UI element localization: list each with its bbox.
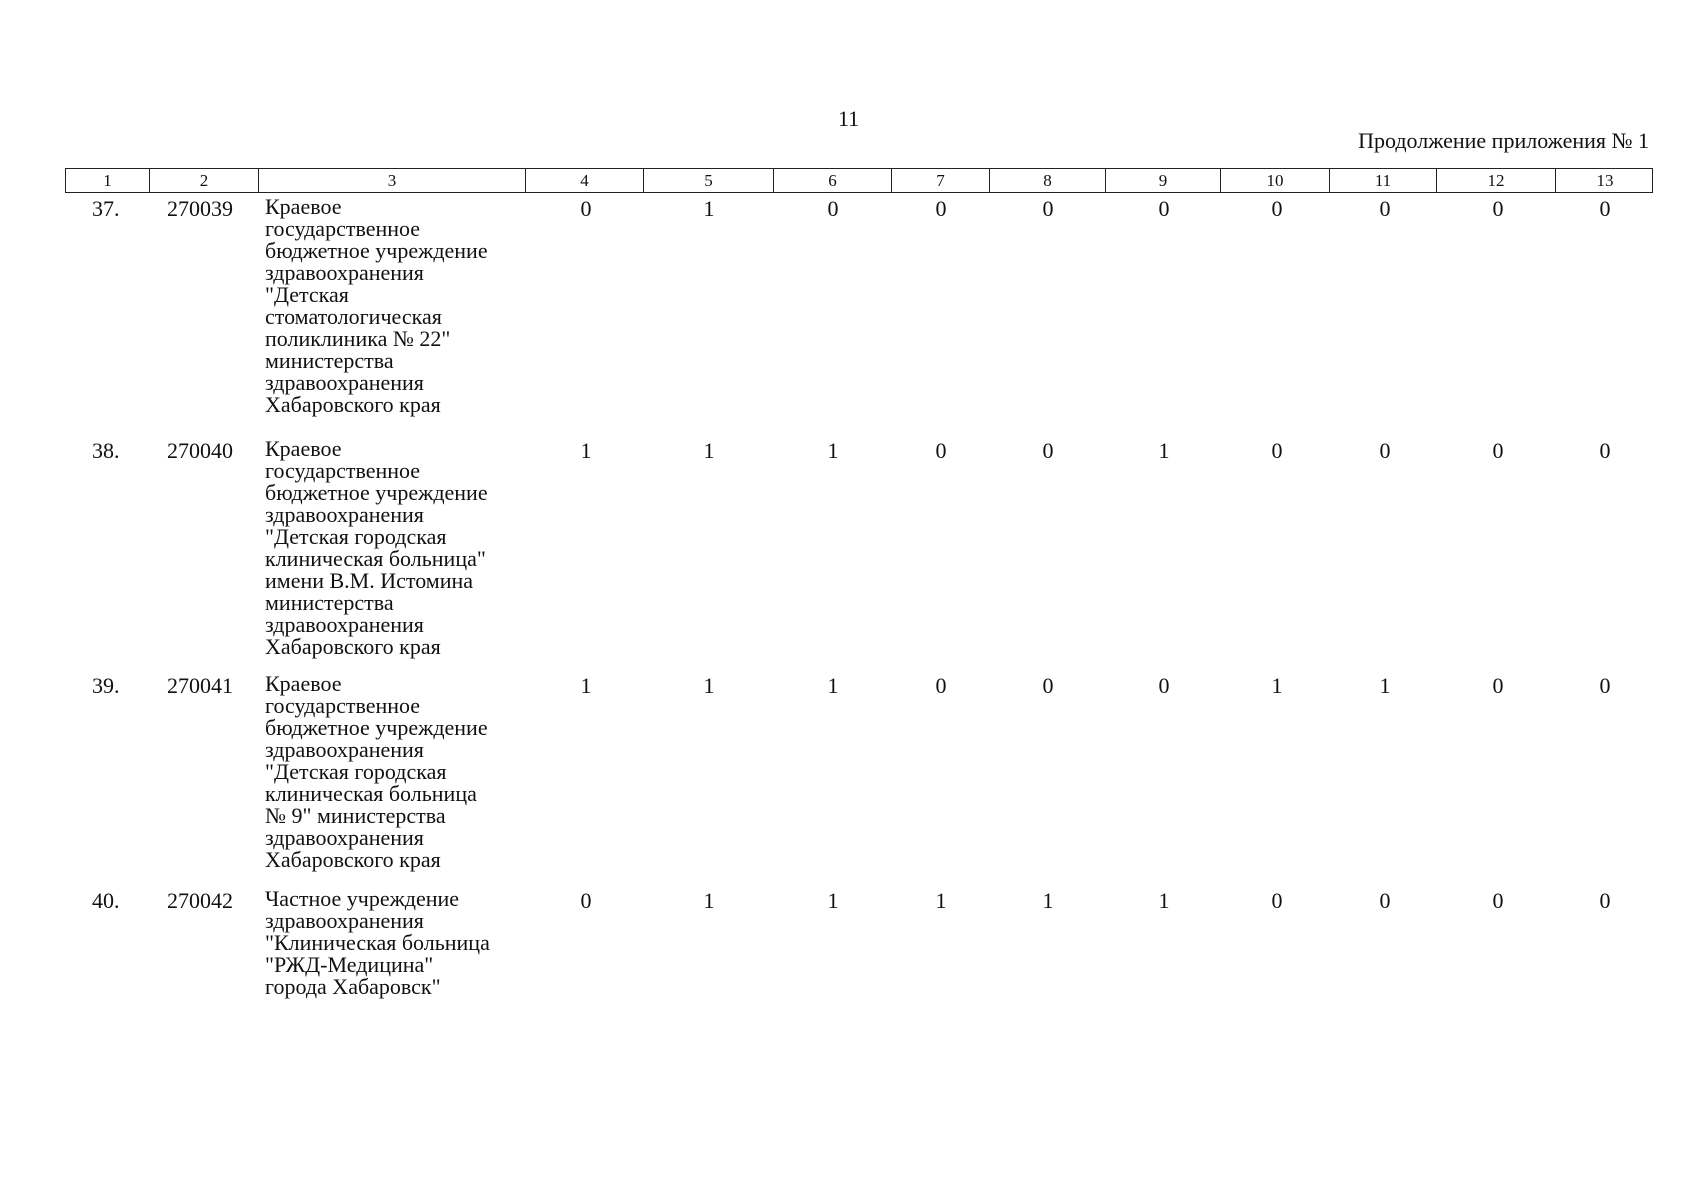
- row-value: 0: [1042, 438, 1054, 463]
- row-value: 0: [1492, 673, 1504, 698]
- row-value: 1: [1379, 673, 1391, 698]
- row-value: 0: [1379, 196, 1391, 221]
- row-value: 0: [1599, 196, 1611, 221]
- row-value: 0: [1158, 196, 1170, 221]
- row-value: 1: [935, 888, 947, 913]
- row-value: 1: [703, 888, 715, 913]
- row-value: 1: [1271, 673, 1283, 698]
- row-value: 1: [580, 438, 592, 463]
- row-value: 0: [1492, 196, 1504, 221]
- row-organization-name: Частное учреждение здравоохранения "Клиническая больница "РЖД-Медицина" города Хабаровск": [265, 886, 490, 999]
- row-code: 270039: [167, 196, 233, 221]
- row-value: 1: [580, 673, 592, 698]
- row-value: 1: [827, 888, 839, 913]
- row-value: 1: [827, 438, 839, 463]
- row-value: 1: [827, 673, 839, 698]
- row-value: 0: [580, 196, 592, 221]
- row-value: 0: [1271, 196, 1283, 221]
- row-value: 1: [1042, 888, 1054, 913]
- row-value: 1: [1158, 438, 1170, 463]
- row-value: 0: [1599, 888, 1611, 913]
- row-value: 0: [935, 196, 947, 221]
- row-value: 0: [1599, 438, 1611, 463]
- page-number: 11: [838, 106, 860, 131]
- row-organization-name: Краевое государственное бюджетное учреждение здравоохранения "Детская стоматологическая поликлиника № 22" министерства здравоохранения Хабаровского края: [265, 194, 488, 417]
- row-value: 0: [935, 438, 947, 463]
- column-header: 12: [1437, 169, 1556, 192]
- column-header: 5: [644, 169, 774, 192]
- column-header: 1: [66, 169, 150, 192]
- row-value: 1: [703, 438, 715, 463]
- column-header: 10: [1221, 169, 1330, 192]
- row-code: 270040: [167, 438, 233, 463]
- row-value: 0: [1042, 196, 1054, 221]
- row-value: 1: [703, 196, 715, 221]
- row-value: 0: [1158, 673, 1170, 698]
- column-header: 3: [259, 169, 526, 192]
- row-organization-name: Краевое государственное бюджетное учреждение здравоохранения "Детская городская клиническая больница" имени В.М. Истомина министерства здравоохранения Хабаровского края: [265, 436, 488, 659]
- column-header: 9: [1106, 169, 1221, 192]
- row-value: 1: [1158, 888, 1170, 913]
- row-value: 0: [1271, 438, 1283, 463]
- row-value: 0: [1379, 888, 1391, 913]
- row-organization-name: Краевое государственное бюджетное учреждение здравоохранения "Детская городская клиническая больница № 9" министерства здравоохранения Хабаровского края: [265, 671, 488, 872]
- row-number: 40.: [92, 888, 120, 913]
- row-number: 38.: [92, 438, 120, 463]
- row-number: 37.: [92, 196, 120, 221]
- row-code: 270041: [167, 673, 233, 698]
- continuation-label: Продолжение приложения № 1: [1358, 128, 1649, 153]
- row-value: 0: [935, 673, 947, 698]
- row-value: 0: [1042, 673, 1054, 698]
- column-header: 4: [526, 169, 644, 192]
- row-value: 0: [827, 196, 839, 221]
- row-number: 39.: [92, 673, 120, 698]
- row-value: 0: [1379, 438, 1391, 463]
- column-header: 6: [774, 169, 892, 192]
- row-value: 1: [703, 673, 715, 698]
- row-value: 0: [1599, 673, 1611, 698]
- row-code: 270042: [167, 888, 233, 913]
- row-value: 0: [1271, 888, 1283, 913]
- column-header: 7: [892, 169, 990, 192]
- row-value: 0: [580, 888, 592, 913]
- row-value: 0: [1492, 438, 1504, 463]
- column-header: 13: [1596, 171, 1614, 190]
- column-header: 11: [1330, 169, 1437, 192]
- row-value: 0: [1492, 888, 1504, 913]
- column-header: 2: [150, 169, 259, 192]
- table-header-row: [65, 168, 1653, 193]
- column-header: 8: [990, 169, 1106, 192]
